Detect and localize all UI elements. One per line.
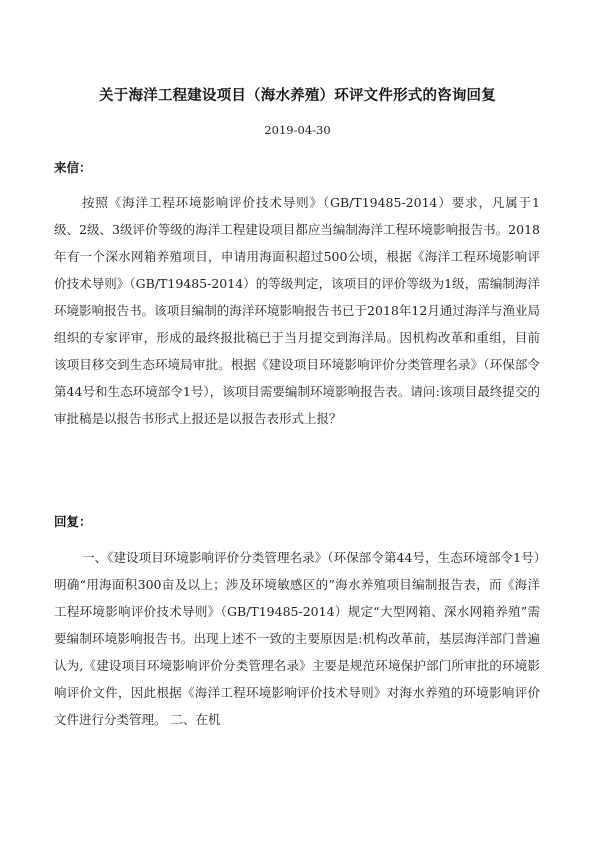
reply-body: 一、《建设项目环境影响评价分类管理名录》（环保部令第44号，生态环境部令1号）明确“用海面积300亩及以上；涉及环境敏感区的”海水养殖项目编制报告表，而《海洋工程环境影响评价技术导则》（GB/T19485-2014）规定“大型网箱、深水网箱养殖”需要编制环境影响报告书。出现上述不一致的主要原因是:机构改革前，基层海洋部门普遍认为,《建设项目环境影响评价分类管理名录》主要是规范环境保护部门所审批的环境影响评价文件，因此根据《海洋工程环境影响评价技术导则》对海水养殖的环境影响评价文件进行分类管理。 二、在机 — [54, 550, 540, 727]
letter-body: 按照《海洋工程环境影响评价技术导则》（GB/T19485-2014）要求，凡属于1级、2级、3级评价等级的海洋工程建设项目都应当编制海洋工程环境影响报告书。2018年有一个深水网箱养殖项目，申请用海面积超过500公顷，根据《海洋工程环境影响评价技术导则》（GB/T19485-2014）的等级判定，该项目的评价等级为1级，需编制海洋环境影响报告书。该项目编制的海洋环境影响报告书已于2018年12月通过海洋与渔业局组织的专家评审，形成的最终报批稿已于当月提交到海洋局。因机构改革和重组，目前该项目移交到生态环境局审批。根据《建设项目环境影响评价分类管理名录》（环保部令第44号和生态环境部令1号），该项目需要编制环境影响报告表。请问:该项目最终提交的审批稿是以报告书形式上报还是以报告表形式上报？ — [54, 195, 540, 426]
document-title: 关于海洋工程建设项目（海水养殖）环评文件形式的咨询回复 — [99, 88, 496, 104]
letter-heading: 来信： — [54, 160, 92, 175]
reply-heading: 回复： — [54, 514, 92, 529]
publish-date: 2019-04-30 — [264, 123, 331, 137]
